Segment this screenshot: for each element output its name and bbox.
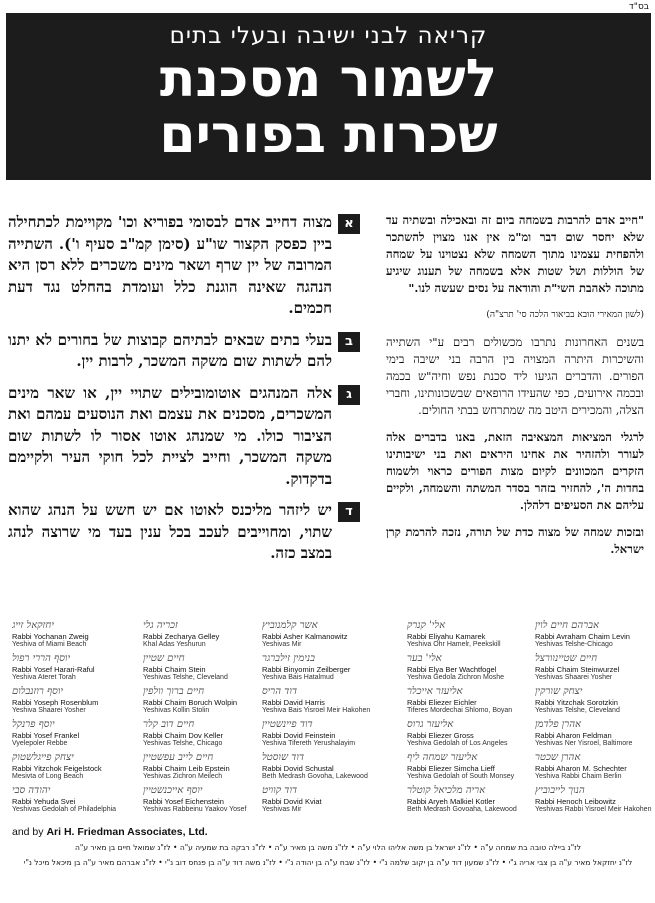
intro-column [386,212,644,568]
signer-institution: Yeshivas Telshe, Cleveland [535,707,620,714]
handwritten-signature: אלי' קנרק [407,620,446,631]
signer-name: Rabbi Eliyahu Kamarek [407,632,486,641]
signature-block [143,752,273,781]
signature-block [143,653,273,682]
handwritten-signature: יוסף הררי רפול [12,653,71,664]
rules-column [8,212,360,575]
signer-name: Rabbi Eliezer Simcha Lieff [407,764,495,773]
signer-name: Rabbi Aharon Feldman [535,731,612,740]
handwritten-signature: אליעזר גרוס [407,719,454,730]
handwritten-signature: אהרן שכטר [535,752,581,763]
signer-institution: Yeshivas Shaarei Yosher [535,674,613,681]
header-title-line1: לשמור מסכנת [159,49,498,109]
signer-institution: Beth Medrash Govoha, Lakewood [262,773,368,780]
closing-paragraph: ובזכות שמחה של מצוה כדת של תורה, נזכה להרמת קרן ישראל. [386,525,644,556]
rule-item [8,330,360,373]
handwritten-signature: דוד קוויט [262,785,298,796]
signer-name: Rabbi Yehuda Svei [12,797,76,806]
signature-block [407,785,537,814]
signature-block [407,686,537,715]
rule-item [8,212,360,320]
signature-block [12,620,142,649]
signer-name: Rabbi Chaim Leib Epstein [143,764,230,773]
signer-name: Rabbi Yosef Eichenstein [143,797,224,806]
signer-name: Rabbi Chaim Boruch Wolpin [143,698,238,707]
signer-name: Rabbi Zecharya Gelley [143,632,220,641]
signature-block [262,686,392,715]
handwritten-signature: בנימין זילברגר [262,653,316,664]
signer-institution: Yeshivas Telshe-Chicago [535,641,613,648]
signer-name: Rabbi Yitzchak Sorotzkin [535,698,618,707]
signature-block [12,653,142,682]
signature-block [143,620,273,649]
signature-block [143,719,273,748]
signer-name: Rabbi Yitzchok Feigelstock [12,764,102,773]
signer-institution: Yeshivas Mir [262,806,302,813]
signature-block [262,719,392,748]
signer-name: Rabbi Avraham Chaim Levin [535,632,630,641]
signature-block [143,785,273,814]
signer-name: Rabbi Henoch Leibowitz [535,797,616,806]
signer-institution: Yeshiva Rabbi Chaim Berlin [535,773,622,780]
dedication-line: לז"נ ביילה טובה בת שמחה ע"ה • לז"נ ישראל בן משה אליהו הלוי ע"ה • לז"נ משה בן מאיר ע"ה • לז"נ רבקה בת שמעיה ע"ה • לז"נ שמואל חיים בן מאיר ע"ה [75,843,581,852]
handwritten-signature: חיים ברוך וולפין [143,686,205,697]
signer-name: Rabbi Dovid Feinstein [262,731,336,740]
handwritten-signature: חיים דוב קלר [143,719,195,730]
signer-name: Rabbi Yochanan Zweig [12,632,89,641]
handwritten-signature: אלי' בער [407,653,442,664]
signature-block [12,719,142,748]
signature-block [262,620,392,649]
signer-institution: Yeshivas Gedolah of Philadelphia [12,806,117,813]
signer-institution: Yeshiva Gedolah of South Monsey [407,773,515,780]
handwritten-signature: חיים לייב עפשטיין [143,752,214,763]
signer-institution: Yeshiva Gedola Zichron Moshe [407,674,505,681]
bsd-mark: בס"ד [628,2,649,12]
signature-block [535,686,655,715]
signature-block [143,686,273,715]
signer-institution: Yeshivas Rabbi Yisroel Meir Hakohen [535,806,652,813]
intro-paragraph: לרגלי המציאות המצאיבה הזאת, באנו בדברים אלה לעורר ולהזהיר את אחינו היראים ואת בני ישיבותינו הזקרים המכוונים לקיום מצות הפורים כראוי ולשמוח בחדות ה', להחזיר בזהר בסדר המשתה והשמחה, ולקיים עליהם את הסעיפים דלהלן. [386,430,644,512]
signer-institution: Yeshiva Tifereth Yerushalayim [262,740,356,747]
handwritten-signature: יהודה סבי [12,785,51,796]
header-title-line2: שכרות בפורים [159,105,498,165]
dedication-line: לז"נ יחזקאל מאיר ע"ה בן צבי אריה ג"י • לז"נ שמעון דוד ע"ה בן יקוב שלמה נ"י • לז"נ שבח ע"ה בן יהודה נ"י • לז"נ משה דוד ע"ה בן פנחס דוב נ"י • לז"נ אברהם מאיר ע"ה בן מיכאל מיכל נ"י [23,858,633,867]
signer-name: Rabbi Aryeh Malkiel Kotler [407,797,495,806]
handwritten-signature: חיים שטיין [143,653,185,664]
signer-institution: Yeshivas Telshe, Chicago [143,740,223,747]
rule-badge: ג [338,385,360,405]
handwritten-signature: הנוך לייבוביץ [535,785,585,796]
header-subtitle: קריאה לבני ישיבה ובעלי בתים [169,23,488,49]
handwritten-signature: דוד פיינשטיין [262,719,313,730]
signer-institution: Yeshivas Ner Yisroel, Baltimore [535,740,633,747]
signer-institution: Mesivta of Long Beach [12,773,84,780]
handwritten-signature: אליעזר אייכלר [407,686,463,697]
header-banner [6,13,651,180]
signer-institution: Yeshiva of Miami Beach [12,641,87,648]
signature-block [262,752,392,781]
handwritten-signature: דוד הריס [262,686,298,697]
signature-block [535,752,655,781]
signer-institution: Yeshivas Zichron Meilech [143,773,223,780]
handwritten-signature: יוסף פרנקל [12,719,55,730]
handwritten-signature: חיים שטיינוורצל [535,653,598,664]
signer-institution: Yeshiva Shaarei Yosher [12,707,86,714]
signature-block [12,752,142,781]
signer-name: Rabbi Yosef Frankel [12,731,80,740]
signer-name: Rabbi Asher Kalmanowitz [262,632,348,641]
signer-institution: Yeshivas Kollin Stolin [143,707,210,714]
handwritten-signature: אריה מלכיאל קוטלר [407,785,486,796]
rule-text: בעלי בתים שבאים לבתיהם קבוצות של בחורים לא יתנו להם לשתות שום משקה המשכר, לרבות יין. [8,330,332,370]
signer-name: Rabbi David Harris [262,698,325,707]
signer-institution: Vyelepoler Rebbe [12,740,68,747]
rule-item [8,383,360,491]
handwritten-signature: יחזקאל זייג [12,620,54,631]
signer-institution: Yeshivas Mir [262,641,302,648]
rule-text: יש ליזהר מליכנס לאוטו אם יש חשש על הנהג שהוא שתוי, ומחוייבים לעכב בכל ענין בעד מי שרוצה לנהג במצב כזה. [8,501,332,562]
signer-name: Rabbi Binyomin Zeilberger [262,665,351,674]
signer-institution: Tiferes Mordechai Shlomo, Boyan [407,707,513,714]
rule-item [8,500,360,565]
signature-block [407,620,537,649]
handwritten-signature: אשר קלמנוביץ [262,620,318,631]
signature-block [535,653,655,682]
signer-name: Rabbi Eliezer Eichler [407,698,477,707]
handwritten-signature: זכריה גלי [143,620,178,631]
signer-institution: Khal Adas Yeshurun [143,641,206,648]
rule-text: מצוה דחייב אדם לבסומי בפוריא וכו' מקויימת לכתחילה ביין כפסק הקצור שו"ע (סימן קמ"ב סעיף ו'). השתייה המרובה של יין שרף ושאר מינים משכרים ללא רסן היא הנהגה שאינה הוגנת כלל ועומדת בהחלט נגד דעת חכמים. [8,213,332,317]
sponsor-org: Ari H. Friedman Associates, Ltd. [46,826,208,838]
rule-badge: ד [338,502,360,522]
signer-name: Rabbi Dovid Schustal [262,764,334,773]
signer-institution: Yeshiva Gedolah of Los Angeles [407,740,508,747]
signature-block [262,785,392,814]
handwritten-signature: יצחק פייגלשטוק [12,752,74,763]
signer-name: Rabbi Yoseph Rosenblum [12,698,99,707]
signer-name: Rabbi Dovid Kviat [262,797,322,806]
signer-name: Rabbi Yosef Harari-Raful [12,665,95,674]
signature-block [12,785,142,814]
signature-block [535,620,655,649]
intro-paragraph: בשנים האחרונות נתרבו מכשולים רבים ע"י השתייה והשיכרות היתרה המצויה בין הרבה בני ישיבה בימי הפורים. והדברים הגיעו ליד סכנת נפש וחיה"ש בכמה ובכמה אירועים, כפי שהעידו הרופאים שבשכונותינו, וחברי הצלה, והמכירים היטב מה שמתרחש בבתי החולים. [386,335,644,417]
quote-text: "חייב אדם להרבות בשמחה ביום זה ובאכילה ובשתיה עד שלא יחסר שום דבר ומ"מ אין אנו מצוין להשתכר ולהפחית עצמינו מתוך השמחה שלא נצטוינו על שמחה של הוללות ושל שטות אלא בשמחה של תענוג שיגיע מתוכה לאהבת השי"ת והודאה על נסים שעשה לנו." [386,213,644,295]
signatures-grid [0,620,655,832]
signature-block [262,653,392,682]
signer-name: Rabbi Aharon M. Schechter [535,764,627,773]
rule-badge: ב [338,332,360,352]
signature-block [407,719,537,748]
signer-institution: Yeshiva Bais Yisroel Meir Hakohen [262,707,371,714]
quote-source: (לשון המאירי הובא בביאור הלכה סי' תרצ"ה) [486,310,644,320]
signer-name: Rabbi Chaim Steinwurzel [535,665,620,674]
handwritten-signature: דוד שוסטל [262,752,305,763]
signer-institution: Beth Medrash Govoaha, Lakewood [407,806,517,813]
signer-name: Rabbi Chaim Stein [143,665,206,674]
sponsor-line [12,826,208,838]
signature-block [535,785,655,814]
signer-name: Rabbi Eliezer Gross [407,731,474,740]
signer-institution: Yeshivas Rabbeinu Yaakov Yosef [143,806,247,813]
rule-text: אלה המנהגים אוטומובילים שתויי יין, או שאר מינים המשכרים, מסכנים את עצמם ואת הנוסעים עמהם ואת הציבור כולו. מי שמנהג אוטו אסור לו לשתות שום משקה המשכר, וחייב לציית לכל חוקי העיר ולקיימם בדקדוק. [8,383,332,488]
handwritten-signature: יצחק שורקין [535,686,583,697]
signer-institution: Yeshiva Ateret Torah [12,674,76,681]
handwritten-signature: אהרן פלדמן [535,719,582,730]
handwritten-signature: אברהם חיים לוין [535,620,599,631]
signature-block [407,653,537,682]
signer-name: Rabbi Elya Ber Wachtfogel [407,665,497,674]
rule-badge: א [338,214,360,234]
signature-block [12,686,142,715]
signer-institution: Yeshiva Bais Hatalmud [262,674,334,681]
signer-institution: Yeshiva Ohr Hamelr, Peekskill [407,641,501,648]
handwritten-signature: יוסף רוזנבלום [12,686,64,697]
signature-block [535,719,655,748]
handwritten-signature: אליעזר שמחה ליף [407,752,478,763]
signer-institution: Yeshivas Telshe, Cleveland [143,674,228,681]
signer-name: Rabbi Chaim Dov Keller [143,731,224,740]
sponsor-prefix: and by [12,826,47,838]
handwritten-signature: יוסף אייכנשטיין [143,785,203,796]
signature-block [407,752,537,781]
